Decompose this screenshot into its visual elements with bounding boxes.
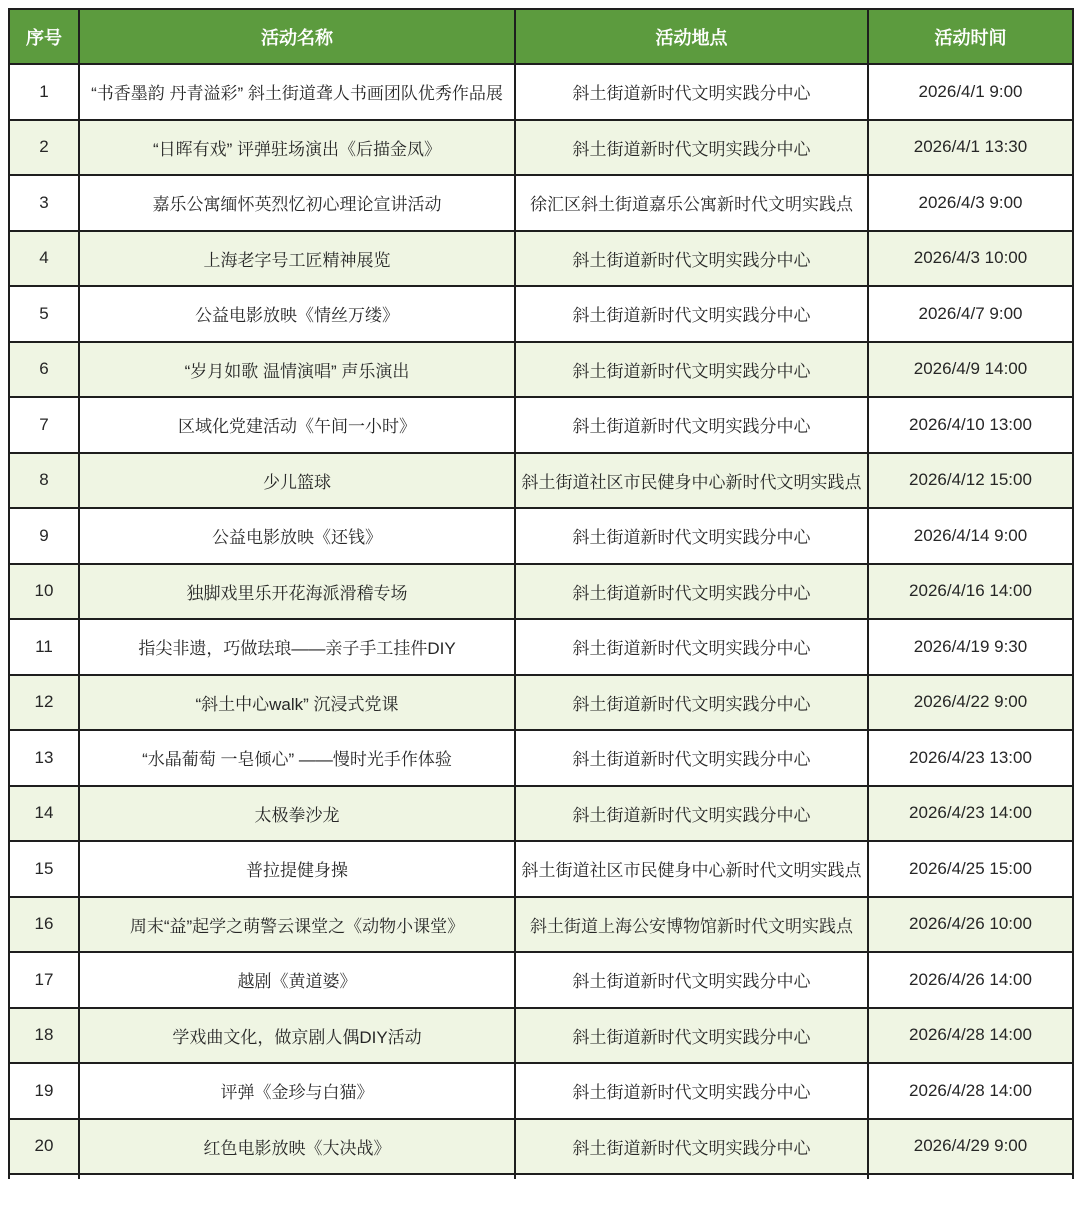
table-row [9,841,1073,897]
activity-time-cell: 2026/4/3 9:00 [868,175,1073,231]
row-index-cell: 5 [9,286,79,342]
row-index-cell: 13 [9,730,79,786]
row-index-cell: 6 [9,342,79,398]
activity-name-cell: “斜土中心walk” 沉浸式党课 [79,675,515,731]
activity-time-cell: 2026/4/12 15:00 [868,453,1073,509]
table-row [9,730,1073,786]
table-row [9,397,1073,453]
activity-location-cell: 斜土街道新时代文明实践分中心 [515,675,868,731]
table-row [9,508,1073,564]
activity-location-cell: 斜土街道新时代文明实践分中心 [515,64,868,120]
row-index-cell: 10 [9,564,79,620]
activity-name-cell: 公益电影放映《情丝万缕》 [79,286,515,342]
header-cell-name: 活动名称 [79,9,515,64]
activity-time-cell: 2026/4/26 10:00 [868,897,1073,953]
row-index-cell: 3 [9,175,79,231]
row-index-cell: 20 [9,1119,79,1175]
table-header [9,9,1073,64]
activity-name-cell: 独脚戏里乐开花海派滑稽专场 [79,564,515,620]
activity-location-cell: 斜土街道新时代文明实践分中心 [515,1063,868,1119]
table-row [9,453,1073,509]
table-row [9,175,1073,231]
table-row [9,231,1073,287]
row-index-cell: 19 [9,1063,79,1119]
activity-name-cell: “水晶葡萄 一皂倾心” ——慢时光手作体验 [79,730,515,786]
table-row [9,1119,1073,1175]
header-cell-time: 活动时间 [868,9,1073,64]
partial-row [9,1174,1073,1179]
table-row [9,619,1073,675]
row-index-cell: 17 [9,952,79,1008]
activity-time-cell: 2026/4/1 9:00 [868,64,1073,120]
activity-time-cell: 2026/4/1 13:30 [868,120,1073,176]
activity-name-cell: “日晖有戏” 评弹驻场演出《后描金凤》 [79,120,515,176]
activity-time-cell: 2026/4/14 9:00 [868,508,1073,564]
activity-location-cell: 斜土街道新时代文明实践分中心 [515,286,868,342]
activity-time-cell: 2026/4/28 14:00 [868,1063,1073,1119]
activity-name-cell: 区域化党建活动《午间一小时》 [79,397,515,453]
row-index-cell: 14 [9,786,79,842]
table-row [9,286,1073,342]
partial-cell [515,1174,868,1179]
activity-time-cell: 2026/4/19 9:30 [868,619,1073,675]
activity-time-cell: 2026/4/3 10:00 [868,231,1073,287]
table-row [9,786,1073,842]
activity-name-cell: 红色电影放映《大决战》 [79,1119,515,1175]
activity-location-cell: 斜土街道新时代文明实践分中心 [515,1119,868,1175]
table-row [9,342,1073,398]
activity-name-cell: 嘉乐公寓缅怀英烈忆初心理论宣讲活动 [79,175,515,231]
row-index-cell: 7 [9,397,79,453]
activity-time-cell: 2026/4/23 13:00 [868,730,1073,786]
partial-cell [79,1174,515,1179]
table-row [9,897,1073,953]
table-row [9,120,1073,176]
activity-location-cell: 斜土街道新时代文明实践分中心 [515,397,868,453]
activity-location-cell: 斜土街道新时代文明实践分中心 [515,730,868,786]
row-index-cell: 1 [9,64,79,120]
activity-name-cell: 指尖非遗，巧做珐琅——亲子手工挂件DIY [79,619,515,675]
activity-location-cell: 斜土街道新时代文明实践分中心 [515,120,868,176]
table-row [9,1063,1073,1119]
activity-name-cell: 越剧《黄道婆》 [79,952,515,1008]
activity-location-cell: 斜土街道新时代文明实践分中心 [515,952,868,1008]
activity-time-cell: 2026/4/10 13:00 [868,397,1073,453]
row-index-cell: 2 [9,120,79,176]
activity-time-cell: 2026/4/25 15:00 [868,841,1073,897]
activity-time-cell: 2026/4/23 14:00 [868,786,1073,842]
row-index-cell: 4 [9,231,79,287]
activity-location-cell: 斜土街道新时代文明实践分中心 [515,786,868,842]
activity-name-cell: 普拉提健身操 [79,841,515,897]
activity-time-cell: 2026/4/29 9:00 [868,1119,1073,1175]
table-row [9,64,1073,120]
activity-name-cell: 少儿篮球 [79,453,515,509]
activity-location-cell: 斜土街道新时代文明实践分中心 [515,1008,868,1064]
row-index-cell: 16 [9,897,79,953]
activity-location-cell: 斜土街道社区市民健身中心新时代文明实践点 [515,841,868,897]
activity-name-cell: 公益电影放映《还钱》 [79,508,515,564]
partial-cell [9,1174,79,1179]
activity-location-cell: 徐汇区斜土街道嘉乐公寓新时代文明实践点 [515,175,868,231]
activity-time-cell: 2026/4/7 9:00 [868,286,1073,342]
activity-name-cell: 太极拳沙龙 [79,786,515,842]
activity-time-cell: 2026/4/22 9:00 [868,675,1073,731]
activity-name-cell: “书香墨韵 丹青溢彩” 斜土街道聋人书画团队优秀作品展 [79,64,515,120]
table-row [9,952,1073,1008]
row-index-cell: 8 [9,453,79,509]
partial-cell [868,1174,1073,1179]
header-cell-index: 序号 [9,9,79,64]
activity-location-cell: 斜土街道新时代文明实践分中心 [515,231,868,287]
activity-time-cell: 2026/4/28 14:00 [868,1008,1073,1064]
header-cell-location: 活动地点 [515,9,868,64]
activity-name-cell: 学戏曲文化，做京剧人偶DIY活动 [79,1008,515,1064]
row-index-cell: 18 [9,1008,79,1064]
row-index-cell: 15 [9,841,79,897]
table-body [9,64,1073,1179]
row-index-cell: 12 [9,675,79,731]
row-index-cell: 11 [9,619,79,675]
row-index-cell: 9 [9,508,79,564]
table-row [9,675,1073,731]
activity-schedule-table [8,8,1074,1179]
activity-location-cell: 斜土街道新时代文明实践分中心 [515,342,868,398]
activity-time-cell: 2026/4/26 14:00 [868,952,1073,1008]
activity-location-cell: 斜土街道新时代文明实践分中心 [515,508,868,564]
activity-name-cell: 周末“益”起学之萌警云课堂之《动物小课堂》 [79,897,515,953]
activity-location-cell: 斜土街道新时代文明实践分中心 [515,564,868,620]
activity-location-cell: 斜土街道上海公安博物馆新时代文明实践点 [515,897,868,953]
activity-time-cell: 2026/4/16 14:00 [868,564,1073,620]
activity-name-cell: 评弹《金珍与白猫》 [79,1063,515,1119]
table-row [9,1008,1073,1064]
activity-time-cell: 2026/4/9 14:00 [868,342,1073,398]
table-row [9,564,1073,620]
activity-name-cell: 上海老字号工匠精神展览 [79,231,515,287]
header-row [9,9,1073,64]
activity-location-cell: 斜土街道社区市民健身中心新时代文明实践点 [515,453,868,509]
activity-name-cell: “岁月如歌 温情演唱” 声乐演出 [79,342,515,398]
activity-location-cell: 斜土街道新时代文明实践分中心 [515,619,868,675]
